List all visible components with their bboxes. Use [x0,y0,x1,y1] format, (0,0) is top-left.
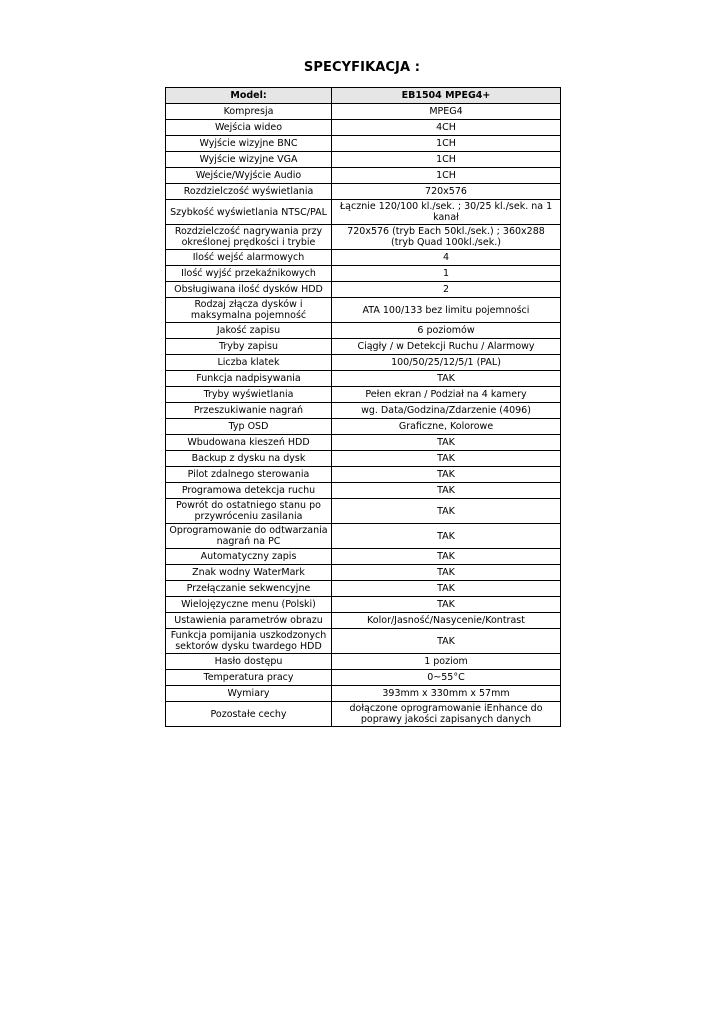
table-row [166,136,561,152]
table-row [166,654,561,670]
spec-value-cell: Pełen ekran / Podział na 4 kamery [332,387,561,403]
spec-value-cell: 2 [332,282,561,298]
table-row [166,419,561,435]
table-row [166,499,561,524]
table-row [166,323,561,339]
specification-table [165,87,561,727]
spec-label-cell: Jakość zapisu [166,323,332,339]
spec-label-cell: Wyjście wizyjne VGA [166,152,332,168]
spec-value-cell: 1 [332,266,561,282]
table-row [166,225,561,250]
spec-value-cell: TAK [332,565,561,581]
table-row [166,435,561,451]
table-row [166,371,561,387]
table-row [166,104,561,120]
spec-value-cell: wg. Data/Godzina/Zdarzenie (4096) [332,403,561,419]
spec-label-cell: Rozdzielczość wyświetlania [166,184,332,200]
spec-label-cell: Typ OSD [166,419,332,435]
spec-label-cell: Obsługiwana ilość dysków HDD [166,282,332,298]
table-row [166,250,561,266]
table-row [166,702,561,727]
spec-label-cell: Przeszukiwanie nagrań [166,403,332,419]
spec-value-cell: TAK [332,435,561,451]
table-row [166,387,561,403]
spec-label-cell: Pozostałe cechy [166,702,332,727]
spec-label-cell: Wejścia wideo [166,120,332,136]
spec-value-cell: 393mm x 330mm x 57mm [332,686,561,702]
table-row [166,266,561,282]
table-row [166,483,561,499]
table-row [166,168,561,184]
spec-value-cell: 1CH [332,136,561,152]
spec-label-cell: Wielojęzyczne menu (Polski) [166,597,332,613]
spec-value-cell: ATA 100/133 bez limitu pojemności [332,298,561,323]
spec-value-cell: 1CH [332,152,561,168]
spec-value-cell: TAK [332,597,561,613]
spec-label-cell: Automatyczny zapis [166,549,332,565]
spec-label-cell: Ilość wyjść przekaźnikowych [166,266,332,282]
spec-value-cell: 1CH [332,168,561,184]
table-row [166,613,561,629]
table-row [166,339,561,355]
spec-label-cell: Hasło dostępu [166,654,332,670]
spec-label-cell: Rozdzielczość nagrywania przy określonej prędkości i trybie [166,225,332,250]
spec-label-cell: Ilość wejść alarmowych [166,250,332,266]
spec-value-cell: TAK [332,581,561,597]
spec-label-cell: Kompresja [166,104,332,120]
spec-value-cell: Graficzne, Kolorowe [332,419,561,435]
table-row [166,467,561,483]
spec-label-cell: Wyjście wizyjne BNC [166,136,332,152]
table-row [166,298,561,323]
table-row [166,581,561,597]
spec-label-cell: Przełączanie sekwencyjne [166,581,332,597]
table-row [166,355,561,371]
spec-label-cell: Rodzaj złącza dysków i maksymalna pojemność [166,298,332,323]
spec-label-cell: Ustawienia parametrów obrazu [166,613,332,629]
table-row [166,686,561,702]
table-header-row [166,88,561,104]
table-row [166,524,561,549]
spec-value-cell: dołączone oprogramowanie iEnhance do poprawy jakości zapisanych danych [332,702,561,727]
table-row [166,549,561,565]
table-row [166,629,561,654]
spec-value-cell: 100/50/25/12/5/1 (PAL) [332,355,561,371]
spec-label-cell: Programowa detekcja ruchu [166,483,332,499]
spec-value-cell: Łącznie 120/100 kl./sek. ; 30/25 kl./sek. na 1 kanał [332,200,561,225]
header-value-cell: EB1504 MPEG4+ [332,88,561,104]
spec-label-cell: Znak wodny WaterMark [166,565,332,581]
spec-label-cell: Wejście/Wyjście Audio [166,168,332,184]
table-row [166,565,561,581]
spec-value-cell: 0~55°C [332,670,561,686]
spec-value-cell: TAK [332,549,561,565]
table-row [166,403,561,419]
spec-value-cell: TAK [332,483,561,499]
spec-value-cell: TAK [332,629,561,654]
spec-value-cell: 1 poziom [332,654,561,670]
page-title: SPECYFIKACJA : [303,60,421,75]
spec-value-cell: 720x576 [332,184,561,200]
table-row [166,120,561,136]
spec-value-cell: 6 poziomów [332,323,561,339]
spec-label-cell: Tryby zapisu [166,339,332,355]
spec-value-cell: TAK [332,371,561,387]
spec-label-cell: Wymiary [166,686,332,702]
spec-value-cell: TAK [332,467,561,483]
spec-value-cell: TAK [332,499,561,524]
spec-label-cell: Powrót do ostatniego stanu po przywróceniu zasilania [166,499,332,524]
table-row [166,282,561,298]
spec-label-cell: Funkcja nadpisywania [166,371,332,387]
table-row [166,184,561,200]
spec-label-cell: Szybkość wyświetlania NTSC/PAL [166,200,332,225]
table-body [166,104,561,727]
spec-label-cell: Wbudowana kieszeń HDD [166,435,332,451]
spec-value-cell: 4CH [332,120,561,136]
spec-label-cell: Funkcja pomijania uszkodzonych sektorów dysku twardego HDD [166,629,332,654]
header-label-cell: Model: [166,88,332,104]
table-row [166,670,561,686]
table-row [166,451,561,467]
spec-value-cell: 720x576 (tryb Each 50kl./sek.) ; 360x288 (tryb Quad 100kl./sek.) [332,225,561,250]
spec-value-cell: MPEG4 [332,104,561,120]
table-row [166,152,561,168]
table-row [166,200,561,225]
spec-label-cell: Temperatura pracy [166,670,332,686]
spec-value-cell: TAK [332,524,561,549]
table-row [166,597,561,613]
spec-label-cell: Liczba klatek [166,355,332,371]
spec-value-cell: TAK [332,451,561,467]
spec-label-cell: Pilot zdalnego sterowania [166,467,332,483]
spec-value-cell: Kolor/Jasność/Nasycenie/Kontrast [332,613,561,629]
spec-value-cell: 4 [332,250,561,266]
spec-label-cell: Oprogramowanie do odtwarzania nagrań na PC [166,524,332,549]
spec-label-cell: Tryby wyświetlania [166,387,332,403]
spec-value-cell: Ciągły / w Detekcji Ruchu / Alarmowy [332,339,561,355]
spec-label-cell: Backup z dysku na dysk [166,451,332,467]
